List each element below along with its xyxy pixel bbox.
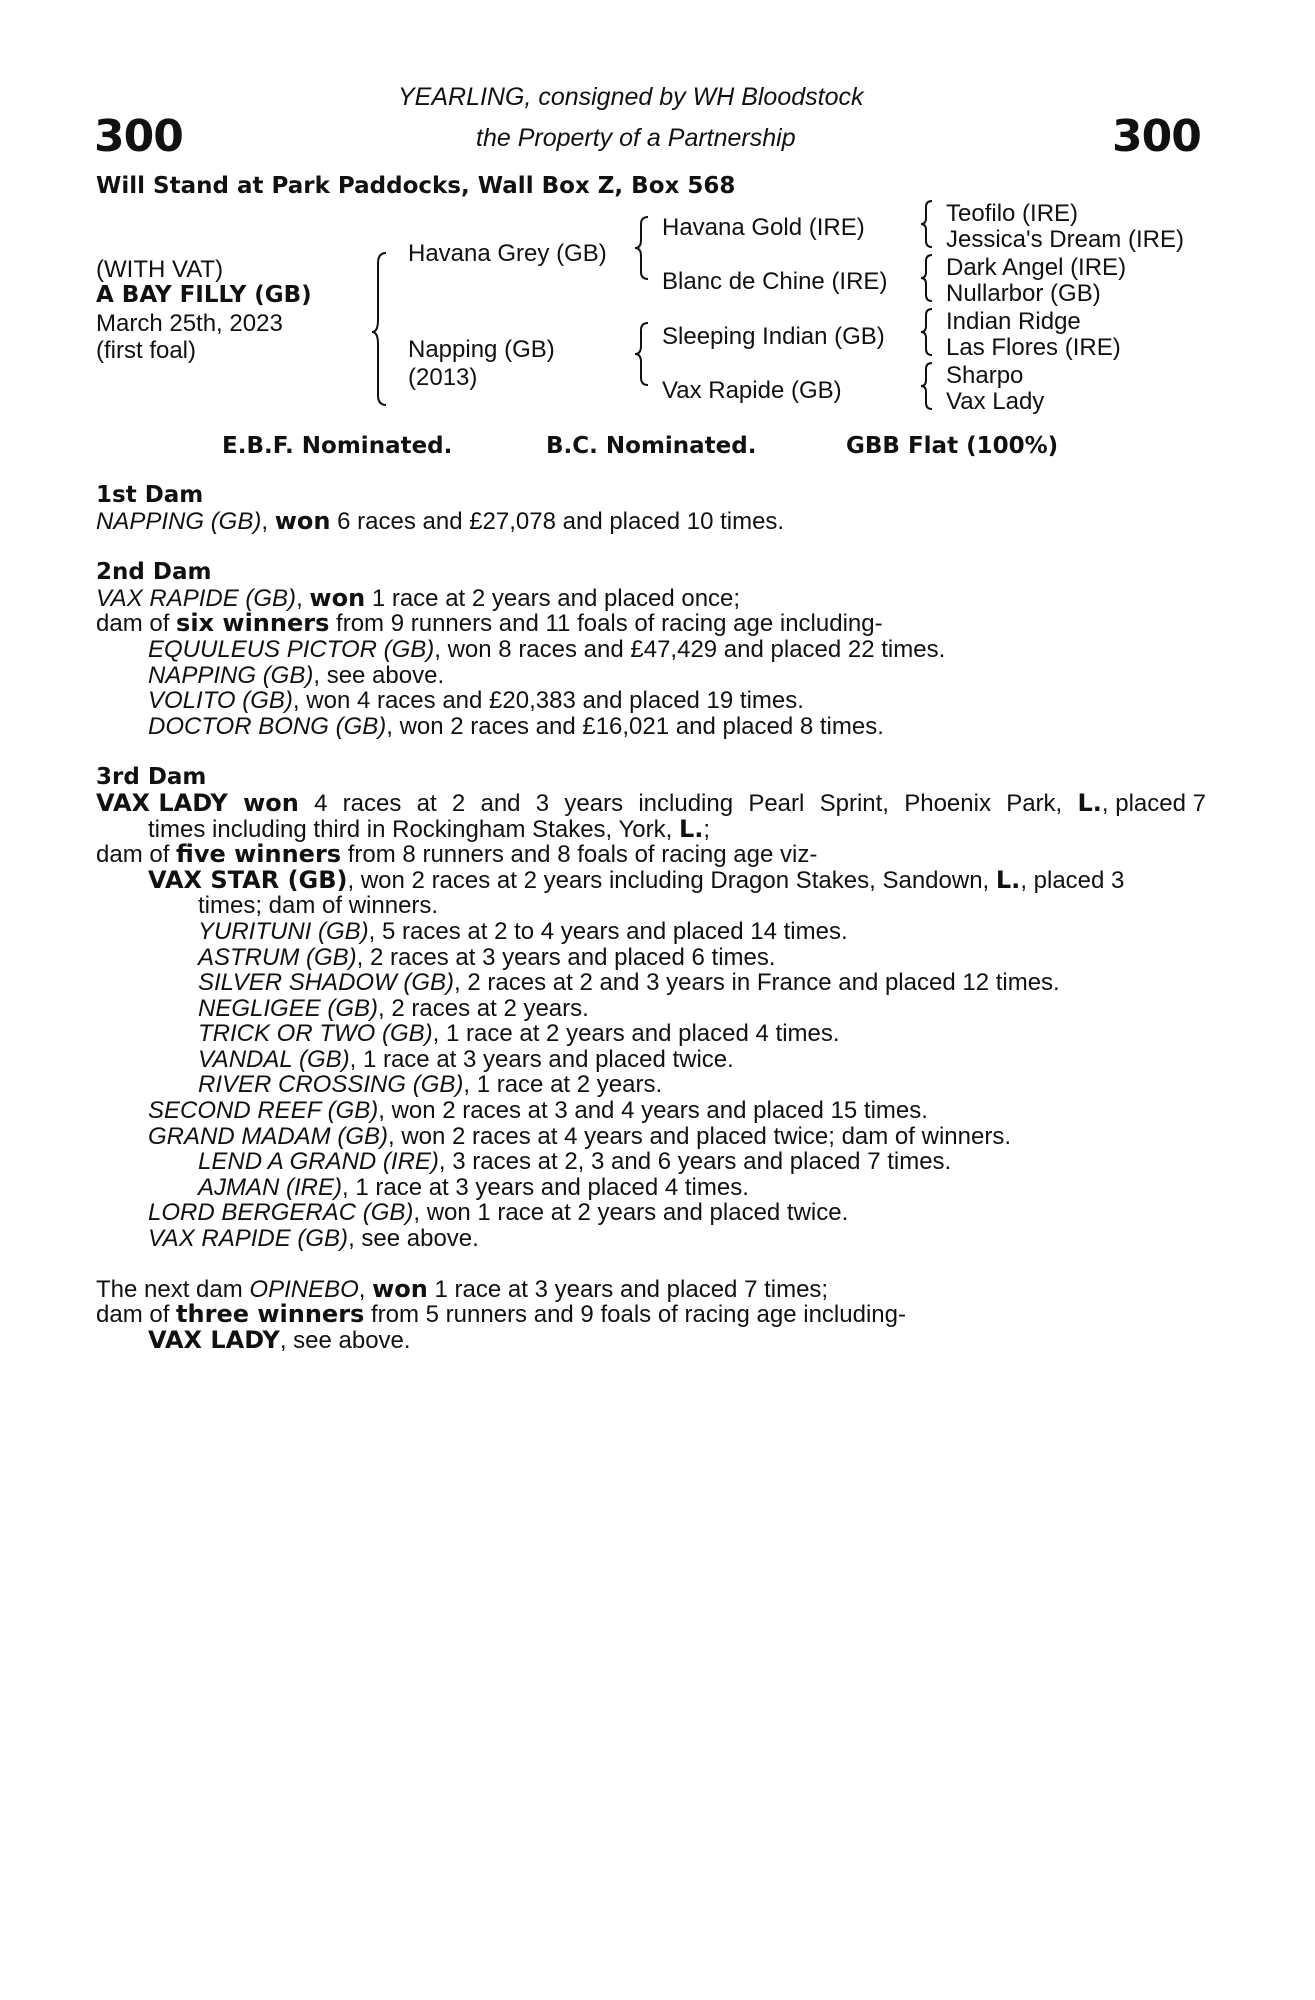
grand-produce-line: YURITUNI (GB), 5 races at 2 to 4 years and placed 14 times. bbox=[198, 917, 848, 945]
dam-name: VAX RAPIDE (GB) bbox=[96, 584, 297, 612]
dam-dam: Vax Rapide (GB) bbox=[662, 377, 842, 404]
ancestor-8: Vax Lady bbox=[946, 388, 1045, 415]
produce-line: VAX RAPIDE (GB), see above. bbox=[148, 1225, 479, 1253]
ancestor-4: Nullarbor (GB) bbox=[946, 280, 1101, 307]
g-brace-3 bbox=[921, 309, 932, 355]
main-brace bbox=[372, 253, 386, 405]
won-label: won bbox=[309, 583, 366, 612]
produce-line: GRAND MADAM (GB), won 2 races at 4 years and placed twice; dam of winners. bbox=[148, 1122, 1011, 1150]
gbb-nomination: GBB Flat (100%) bbox=[846, 433, 1059, 459]
stand-location: Will Stand at Park Paddocks, Wall Box Z, Box 568 bbox=[96, 173, 736, 199]
produce-line-cont: times; dam of winners. bbox=[198, 892, 439, 920]
produce-line: SECOND REEF (GB), won 2 races at 3 and 4 years and placed 15 times. bbox=[148, 1097, 928, 1125]
ancestor-3: Dark Angel (IRE) bbox=[946, 254, 1127, 281]
second-dam-produce-summary: dam of six winners from 9 runners and 11 foals of racing age including- bbox=[96, 609, 883, 638]
second-dam-heading: 2nd Dam bbox=[96, 559, 212, 586]
grand-produce-line: ASTRUM (GB), 2 races at 3 years and placed 6 times. bbox=[198, 943, 776, 971]
first-dam-line: NAPPING (GB), won 6 races and £27,078 and placed 10 times. bbox=[96, 506, 785, 535]
won-label: won bbox=[274, 506, 331, 535]
foal-note: (first foal) bbox=[96, 337, 197, 364]
third-dam-line-2: times including third in Rockingham Stakes, York, L.; bbox=[148, 814, 711, 843]
produce-line: NAPPING (GB), see above. bbox=[148, 661, 445, 689]
third-dam-heading: 3rd Dam bbox=[96, 764, 207, 791]
g-brace-2 bbox=[921, 255, 932, 301]
sire-dam: Blanc de Chine (IRE) bbox=[662, 268, 888, 295]
next-dam-produce-summary: dam of three winners from 5 runners and 9 foals of racing age including- bbox=[96, 1300, 906, 1329]
grand-produce-line: LEND A GRAND (IRE), 3 races at 2, 3 and 6 years and placed 7 times. bbox=[198, 1148, 952, 1176]
grand-produce-line: VANDAL (GB), 1 race at 3 years and placed twice. bbox=[198, 1045, 734, 1073]
horse-name: A BAY FILLY (GB) bbox=[96, 282, 312, 308]
produce-line: DOCTOR BONG (GB), won 2 races and £16,021 and placed 8 times. bbox=[148, 712, 884, 740]
produce-line-stakes: VAX LADY, see above. bbox=[148, 1325, 411, 1354]
dam-year: (2013) bbox=[408, 364, 478, 391]
dam-brace bbox=[635, 323, 648, 385]
dam: Napping (GB) bbox=[408, 336, 555, 363]
vat-note: (WITH VAT) bbox=[96, 256, 224, 283]
produce-line: LORD BERGERAC (GB), won 1 race at 2 years and placed twice. bbox=[148, 1199, 849, 1227]
g-brace-1 bbox=[921, 201, 932, 247]
g-brace-4 bbox=[921, 363, 932, 409]
catalogue-body bbox=[96, 482, 1206, 1353]
grand-produce-line: NEGLIGEE (GB), 2 races at 2 years. bbox=[198, 994, 589, 1022]
dam-record: 1 race at 2 years and placed once; bbox=[365, 584, 741, 612]
sire: Havana Grey (GB) bbox=[408, 240, 607, 267]
lot-number-right: 300 bbox=[1112, 111, 1201, 162]
next-dam-line: The next dam OPINEBO, won 1 race at 3 years and placed 7 times; bbox=[96, 1274, 829, 1303]
grand-produce-line: AJMAN (IRE), 1 race at 3 years and placed 4 times. bbox=[198, 1173, 749, 1201]
date-of-birth: March 25th, 2023 bbox=[96, 310, 283, 337]
third-dam-produce-summary: dam of five winners from 8 runners and 8 foals of racing age viz- bbox=[96, 840, 818, 869]
ancestor-1: Teofilo (IRE) bbox=[946, 200, 1079, 227]
ancestor-2: Jessica's Dream (IRE) bbox=[946, 226, 1184, 253]
ebf-nomination: E.B.F. Nominated. bbox=[222, 433, 453, 459]
second-dam-line: VAX RAPIDE (GB), won 1 race at 2 years and placed once; bbox=[96, 583, 741, 612]
grand-produce-line: RIVER CROSSING (GB), 1 race at 2 years. bbox=[198, 1071, 663, 1099]
bc-nomination: B.C. Nominated. bbox=[546, 433, 757, 459]
grand-produce-line: SILVER SHADOW (GB), 2 races at 2 and 3 years in France and placed 12 times. bbox=[198, 969, 1060, 997]
sire-brace bbox=[635, 217, 648, 279]
ancestor-6: Las Flores (IRE) bbox=[946, 334, 1121, 361]
third-dam-line: VAX LADY won 4 races at 2 and 3 years including Pearl Sprint, Phoenix Park, L., placed 7 bbox=[96, 788, 1206, 817]
dam-name: NAPPING (GB) bbox=[96, 507, 262, 535]
grand-produce-line: TRICK OR TWO (GB), 1 race at 2 years and placed 4 times. bbox=[198, 1020, 840, 1048]
consignor-line: YEARLING, consigned by WH Bloodstock bbox=[398, 83, 864, 111]
ancestor-7: Sharpo bbox=[946, 362, 1024, 389]
lot-number-left: 300 bbox=[94, 111, 183, 162]
produce-line: VOLITO (GB), won 4 races and £20,383 and placed 19 times. bbox=[148, 687, 804, 715]
dam-sire: Sleeping Indian (GB) bbox=[662, 323, 885, 350]
property-line: the Property of a Partnership bbox=[476, 124, 796, 152]
produce-line-stakes: VAX STAR (GB), won 2 races at 2 years including Dragon Stakes, Sandown, L., placed 3 bbox=[148, 865, 1125, 894]
ancestor-5: Indian Ridge bbox=[946, 308, 1081, 335]
sire-sire: Havana Gold (IRE) bbox=[662, 214, 865, 241]
first-dam-heading: 1st Dam bbox=[96, 482, 204, 508]
dam-record: 6 races and £27,078 and placed 10 times. bbox=[330, 507, 785, 535]
produce-line: EQUULEUS PICTOR (GB), won 8 races and £47,429 and placed 22 times. bbox=[148, 635, 946, 663]
